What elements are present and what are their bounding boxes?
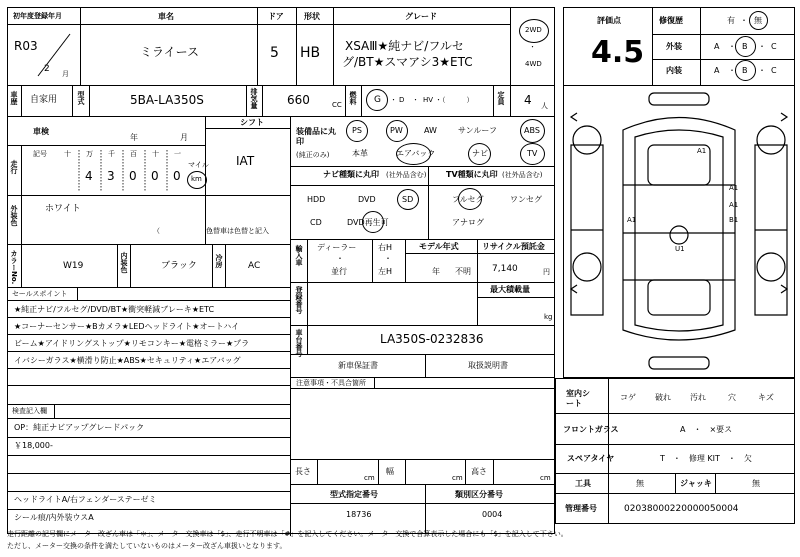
inspector-bottom-line: ヘッドライトA/右フェンダーステーゼミ bbox=[14, 495, 157, 504]
cc-unit: CC bbox=[332, 101, 342, 109]
capacity-unit: 人 bbox=[541, 102, 548, 110]
mileage-digit: 4 bbox=[85, 169, 93, 183]
tools-label: 工具 bbox=[575, 479, 591, 488]
car-name-label: 車名 bbox=[158, 12, 174, 21]
fuel-rest: ・（ ） bbox=[435, 96, 474, 104]
mileage-label: 走行 bbox=[10, 160, 18, 174]
equipment-sub: (純正のみ) bbox=[296, 151, 330, 159]
exterior-dot1: ・ bbox=[728, 42, 736, 51]
navi-dvd-play: DVD再生可 bbox=[347, 218, 389, 227]
interior-c: C bbox=[771, 66, 777, 75]
spare-tire-label: スペアタイヤ bbox=[567, 454, 615, 463]
management-value: 02038000220000050004 bbox=[624, 504, 739, 514]
sales-point-line: ビーム★アイドリングストップ★リモコンキー★電格ミラー★プラ bbox=[14, 339, 250, 348]
tv-type-label: TV種類に丸印 bbox=[446, 170, 498, 179]
model-year-unknown: 不明 bbox=[455, 267, 471, 276]
equipment-label: 装備品に丸印 bbox=[296, 127, 336, 146]
width-label: 幅 bbox=[386, 467, 394, 476]
sheet-item: 破れ bbox=[655, 393, 671, 402]
displacement-label: 排気量 bbox=[250, 88, 258, 109]
tv-analog: アナログ bbox=[452, 218, 484, 227]
drive-2wd: 2WD bbox=[525, 26, 542, 34]
fuel-dot2: ・ bbox=[412, 96, 419, 104]
tv-type-sub: (社外品含む) bbox=[502, 171, 543, 179]
exterior-a: A bbox=[714, 42, 720, 51]
mileage-digit: 0 bbox=[173, 169, 181, 183]
model-year-year: 年 bbox=[432, 267, 440, 276]
sheet-item: コゲ bbox=[620, 393, 636, 402]
repair-label: 修復歴 bbox=[659, 16, 683, 25]
sales-point-line: イバシーガラス★横滑り防止★ABS★セキュリティ★エアバッグ bbox=[14, 356, 241, 365]
height-label: 高さ bbox=[471, 467, 487, 476]
drive-4wd: 4WD bbox=[525, 60, 542, 68]
damage-mark: B1 bbox=[729, 216, 739, 224]
shift-label: シフト bbox=[240, 118, 264, 127]
exterior-label: 外装 bbox=[666, 42, 682, 51]
first-reg-label: 初年度登録年月 bbox=[13, 12, 62, 20]
mileage-unit: 一 bbox=[174, 150, 181, 158]
sales-point-line: ★コーナーセンサー★Bカメラ★LEDヘッドライト★オートハイ bbox=[14, 322, 240, 331]
windshield-label: フロントガラス bbox=[563, 425, 619, 434]
drive-dot: ・ bbox=[529, 43, 536, 51]
recycle-value: 7,140 bbox=[492, 264, 518, 274]
model-year-label: モデル年式 bbox=[419, 242, 459, 251]
mileage-unit: 十 bbox=[64, 150, 71, 158]
fuel-dot1: ・ bbox=[390, 96, 397, 104]
class-label: 類別区分番号 bbox=[455, 490, 503, 499]
grade-label: グレード bbox=[405, 12, 437, 21]
type-label: 型式指定番号 bbox=[330, 490, 378, 499]
length-label: 長さ bbox=[295, 467, 311, 476]
exterior-dot2: ・ bbox=[758, 42, 766, 51]
equip-ps: PS bbox=[352, 126, 362, 135]
navi-cd: CD bbox=[310, 218, 322, 227]
first-reg-month: 2 bbox=[44, 64, 50, 74]
model-value: 5BA-LA350S bbox=[130, 93, 204, 107]
damage-mark: A1 bbox=[729, 184, 739, 192]
inspection-year: 年 bbox=[130, 133, 138, 142]
registration-label: 登録番号 bbox=[295, 286, 303, 314]
car-damage-diagram bbox=[563, 85, 795, 378]
mileage-unit: 万 bbox=[86, 150, 93, 158]
jack-value: 無 bbox=[752, 479, 760, 488]
displacement-value: 660 bbox=[287, 93, 310, 107]
damage-mark: A1 bbox=[627, 216, 637, 224]
doors-value: 5 bbox=[270, 45, 279, 61]
fuel-g: G bbox=[374, 95, 381, 105]
import-left: 左H bbox=[378, 267, 393, 276]
fuel-d: D bbox=[399, 96, 405, 104]
capacity-value: 4 bbox=[524, 93, 532, 107]
navi-type-sub: (社外品含む) bbox=[386, 171, 427, 179]
color-note: 色替車は色替と記入 bbox=[206, 227, 269, 235]
recycle-label: リサイクル預託金 bbox=[482, 242, 545, 251]
color-value: ホワイト bbox=[45, 204, 81, 214]
equip-aw: AW bbox=[424, 126, 437, 135]
import-label: 輸入車 bbox=[295, 245, 303, 266]
notes-label: 注意事項・不具合箇所 bbox=[296, 379, 366, 387]
repair-no: 無 bbox=[754, 16, 762, 25]
mileage-dotted-lines bbox=[59, 146, 189, 195]
color-note-paren: （ ） bbox=[153, 227, 216, 235]
score-label: 評価点 bbox=[597, 16, 621, 25]
mileage-unit: 十 bbox=[152, 150, 159, 158]
equip-sunroof: サンルーフ bbox=[458, 126, 497, 135]
mileage-digit: 0 bbox=[129, 169, 137, 183]
equip-airbag: エアバック bbox=[396, 149, 436, 158]
length-cm: cm bbox=[364, 474, 375, 482]
tv-fullseg: フルセグ bbox=[452, 195, 484, 204]
model-label: 型式 bbox=[77, 91, 85, 105]
import-dot: ・ bbox=[336, 254, 344, 263]
sheet-item: 汚れ bbox=[690, 393, 706, 402]
ac-value: AC bbox=[248, 261, 261, 271]
score-value: 4.5 bbox=[591, 35, 645, 70]
chassis-value: LA350S-0232836 bbox=[380, 332, 484, 346]
navi-sd: SD bbox=[402, 195, 414, 204]
month-unit: 月 bbox=[62, 70, 69, 78]
interior-sheet-label: 室内シート bbox=[566, 389, 590, 408]
new-car-warranty: 新車保証書 bbox=[338, 361, 378, 370]
recycle-yen: 円 bbox=[543, 268, 550, 276]
width-cm: cm bbox=[452, 474, 463, 482]
damage-mark: A1 bbox=[697, 147, 707, 155]
navi-dvd: DVD bbox=[358, 195, 376, 204]
interior-dot1: ・ bbox=[728, 66, 736, 75]
manual: 取扱説明書 bbox=[468, 361, 508, 370]
mileage-unit: 百 bbox=[130, 150, 137, 158]
mileage-unit: 千 bbox=[108, 150, 115, 158]
windshield-value: A ・ ×要ス bbox=[680, 425, 733, 434]
tv-oneseg: ワンセグ bbox=[510, 195, 542, 204]
mile-label: マイル bbox=[188, 161, 209, 169]
exterior-b: B bbox=[742, 42, 748, 51]
first-reg-year: R03 bbox=[14, 39, 38, 53]
import-dealer: ディーラー bbox=[317, 243, 357, 252]
class-value: 0004 bbox=[482, 510, 503, 519]
import-right: 右H bbox=[378, 243, 393, 252]
repair-dot: ・ bbox=[740, 16, 748, 25]
ac-label: 冷房 bbox=[215, 254, 223, 268]
color-no-label: カラーNo. bbox=[10, 250, 18, 285]
inspection-label: 車検 bbox=[33, 127, 49, 136]
type-value: 18736 bbox=[346, 510, 372, 519]
max-load-kg: kg bbox=[544, 313, 553, 321]
interior-label: 内装 bbox=[666, 66, 682, 75]
inspector-line: ￥18,000- bbox=[14, 441, 53, 450]
tools-value: 無 bbox=[636, 479, 644, 488]
import-dot2: ・ bbox=[384, 254, 392, 263]
inspector-label: 検査記入欄 bbox=[12, 407, 47, 415]
mileage-digit: 3 bbox=[107, 169, 115, 183]
sales-points-label: セールスポイント bbox=[12, 290, 68, 298]
capacity-label: 定員 bbox=[497, 91, 505, 105]
interior-dot2: ・ bbox=[758, 66, 766, 75]
usage-label: 車歴 bbox=[10, 91, 18, 105]
navi-hdd: HDD bbox=[307, 195, 326, 204]
grade-line1: XSAⅢ★純ナビ/フルセ bbox=[345, 39, 464, 53]
equip-leather: 本革 bbox=[352, 149, 368, 158]
max-load-label: 最大積載量 bbox=[490, 285, 530, 294]
equip-pw: PW bbox=[390, 126, 403, 135]
inspection-month: 月 bbox=[180, 133, 188, 142]
shape-label: 形状 bbox=[304, 12, 320, 21]
repair-yes: 有 bbox=[727, 16, 735, 25]
grade-line2: グ/BT★スマアシ3★ETC bbox=[342, 55, 473, 69]
height-cm: cm bbox=[540, 474, 551, 482]
sheet-item: 穴 bbox=[728, 393, 736, 402]
spare-tire-value: T ・ 修理 KIT ・ 欠 bbox=[660, 454, 752, 463]
equip-abs: ABS bbox=[524, 126, 540, 135]
equip-navi: ナビ bbox=[472, 149, 488, 158]
exterior-c: C bbox=[771, 42, 777, 51]
mileage-digit: 0 bbox=[151, 169, 159, 183]
management-label: 管理番号 bbox=[565, 504, 597, 513]
fuel-label: 燃料 bbox=[349, 91, 357, 105]
shape-value: HB bbox=[300, 45, 321, 61]
jack-label: ジャッキ bbox=[680, 479, 712, 488]
fuel-hv: HV bbox=[423, 96, 434, 104]
import-parallel: 並行 bbox=[331, 267, 347, 276]
door-label: ドア bbox=[268, 12, 284, 21]
inspector-line: OP：純正ナビアップグレードパック bbox=[14, 423, 145, 432]
footer-note-1: 走行距離の記号欄にメーター改ざん車は「＊」、メーター交換車は「$」、走行不明車は「#」を記入してください。メーター交換で合算表示した場合にも「$」を記入して下さい。 bbox=[7, 530, 568, 538]
chassis-label: 車台番号 bbox=[295, 329, 303, 357]
damage-mark: A1 bbox=[729, 201, 739, 209]
sheet-item: キズ bbox=[758, 393, 774, 402]
interior-a: A bbox=[714, 66, 720, 75]
inspector-bottom-line: シール痕/内外装ウスA bbox=[14, 513, 94, 522]
car-name: ミライース bbox=[140, 45, 200, 59]
shift-value: IAT bbox=[236, 154, 255, 168]
interior-color-value: ブラック bbox=[161, 261, 197, 271]
mileage-record-label: 記号 bbox=[33, 150, 47, 158]
equip-tv: TV bbox=[527, 149, 538, 158]
color-no-value: W19 bbox=[63, 261, 84, 271]
sales-point-line: ★純正ナビ/フルセグ/DVD/BT★衝突軽減ブレーキ★ETC bbox=[14, 305, 215, 314]
color-label: 外装色 bbox=[10, 205, 18, 226]
km-unit: km bbox=[191, 175, 202, 183]
usage-value: 自家用 bbox=[30, 95, 58, 105]
navi-type-label: ナビ種類に丸印 bbox=[323, 170, 379, 179]
interior-b: B bbox=[742, 66, 748, 75]
interior-color-label: 内装色 bbox=[120, 252, 128, 273]
damage-mark: U1 bbox=[675, 245, 685, 253]
footer-note-2: ただし、メーター交換の条件を満たしていないものはメーター改ざん車扱いとなります。 bbox=[7, 542, 287, 550]
